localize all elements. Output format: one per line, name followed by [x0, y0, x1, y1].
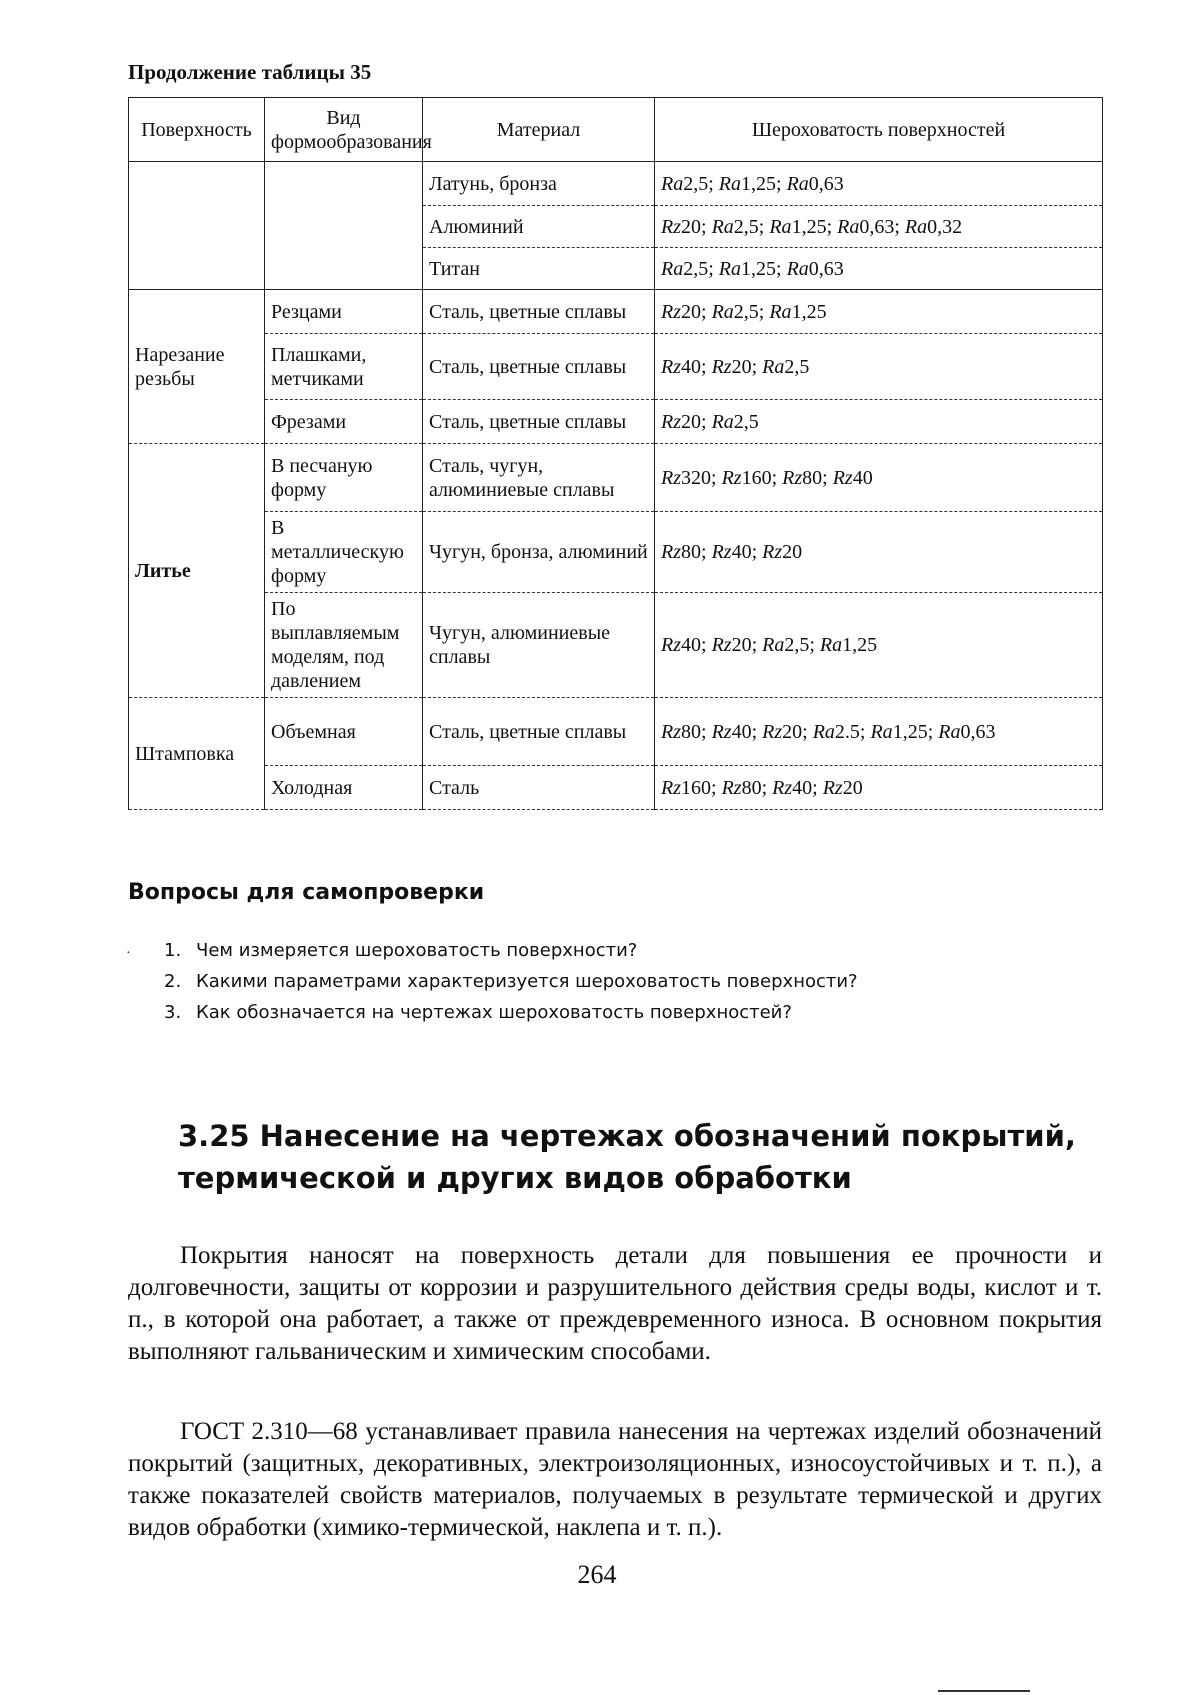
material-cell: Чугун, алюминиевые сплавы — [423, 593, 655, 698]
method-cell — [265, 162, 423, 290]
list-item — [164, 940, 858, 971]
question-number: 3. — [164, 1002, 182, 1023]
table-row — [129, 766, 1103, 810]
header-method: Вид формообразования — [265, 98, 423, 162]
material-cell: Алюминий — [423, 206, 655, 248]
table-row — [129, 698, 1103, 766]
material-cell: Чугун, бронза, алюминий — [423, 512, 655, 593]
method-cell: Плашками, метчиками — [265, 334, 423, 400]
method-cell: Резцами — [265, 290, 423, 334]
section-title: 3.25 Нанесение на чертежах обозначений покрытий, термической и других видов обработки — [178, 1119, 1076, 1195]
table-row — [129, 444, 1103, 512]
method-cell: Фрезами — [265, 400, 423, 444]
page-number: 264 — [577, 1560, 617, 1589]
roughness-cell: Rz40; Rz20; Ra2,5 — [655, 334, 1103, 400]
method-cell: В песчаную форму — [265, 444, 423, 512]
roughness-cell: Rz320; Rz160; Rz80; Rz40 — [655, 444, 1103, 512]
method-cell: В металлическую форму — [265, 512, 423, 593]
material-cell: Сталь, цветные сплавы — [423, 400, 655, 444]
question-number: 1. — [164, 940, 182, 961]
material-cell: Сталь, цветные сплавы — [423, 698, 655, 766]
roughness-table — [128, 97, 1103, 810]
body-paragraph: Покрытия наносят на поверхность детали для повышения ее прочности и долговечности, защиты от коррозии и разрушительного действия среды воды, кислот и т. п., в которой она работает, а также от преждевременного износа. В основном покрытия выполняют гальваническим и химическим способами. — [128, 1242, 1102, 1365]
header-material: Материал — [423, 98, 655, 162]
method-cell: Объемная — [265, 698, 423, 766]
header-surface: Поверхность — [129, 98, 265, 162]
body-paragraph: ГОСТ 2.310—68 устанавливает правила нанесения на чертежах изделий обозначений покрытий (защитных, декоративных, электроизоляционных, износоустойчивых и т. п.), а также показателей свойств материалов, получаемых в результате термической и других видов обработки (химико-термической, наклепа и т. п.). — [128, 1418, 1102, 1541]
roughness-cell: Rz80; Rz40; Rz20 — [655, 512, 1103, 593]
question-text: Как обозначается на чертежах шероховатость поверхностей? — [196, 1002, 792, 1023]
surface-cell — [129, 162, 265, 290]
surface-cell: Литье — [129, 444, 265, 698]
margin-mark: · — [126, 946, 131, 961]
material-cell: Сталь, чугун, алюминиевые сплавы — [423, 444, 655, 512]
roughness-cell: Rz40; Rz20; Ra2,5; Ra1,25 — [655, 593, 1103, 698]
material-cell: Сталь — [423, 766, 655, 810]
table-row — [129, 290, 1103, 334]
table-row — [129, 593, 1103, 698]
table-row — [129, 400, 1103, 444]
question-text: Какими параметрами характеризуется шероховатость поверхности? — [196, 971, 858, 992]
table-caption: Продолжение таблицы 35 — [128, 60, 372, 84]
header-roughness: Шероховатость поверхностей — [655, 98, 1103, 162]
material-cell: Латунь, бронза — [423, 162, 655, 206]
material-cell: Титан — [423, 248, 655, 290]
material-cell: Сталь, цветные сплавы — [423, 290, 655, 334]
questions-list — [164, 940, 858, 1033]
method-cell: Холодная — [265, 766, 423, 810]
roughness-cell: Rz80; Rz40; Rz20; Ra2.5; Ra1,25; Ra0,63 — [655, 698, 1103, 766]
list-item — [164, 1002, 858, 1033]
surface-cell: Нарезание резьбы — [129, 290, 265, 444]
table-row — [129, 162, 1103, 206]
roughness-cell: Ra2,5; Ra1,25; Ra0,63 — [655, 162, 1103, 206]
table-row — [129, 334, 1103, 400]
roughness-cell: Ra2,5; Ra1,25; Ra0,63 — [655, 248, 1103, 290]
method-cell: По выплавляемым моделям, под давлением — [265, 593, 423, 698]
roughness-cell: Rz160; Rz80; Rz40; Rz20 — [655, 766, 1103, 810]
surface-cell: Штамповка — [129, 698, 265, 810]
list-item — [164, 971, 858, 1002]
material-cell: Сталь, цветные сплавы — [423, 334, 655, 400]
question-number: 2. — [164, 971, 182, 992]
table-row — [129, 512, 1103, 593]
footer-rule — [938, 1690, 1030, 1692]
roughness-cell: Rz20; Ra2,5; Ra1,25 — [655, 290, 1103, 334]
roughness-cell: Rz20; Ra2,5; Ra1,25; Ra0,63; Ra0,32 — [655, 206, 1103, 248]
question-text: Чем измеряется шероховатость поверхности? — [196, 940, 638, 961]
roughness-cell: Rz20; Ra2,5 — [655, 400, 1103, 444]
questions-heading: Вопросы для самопроверки — [128, 880, 485, 905]
